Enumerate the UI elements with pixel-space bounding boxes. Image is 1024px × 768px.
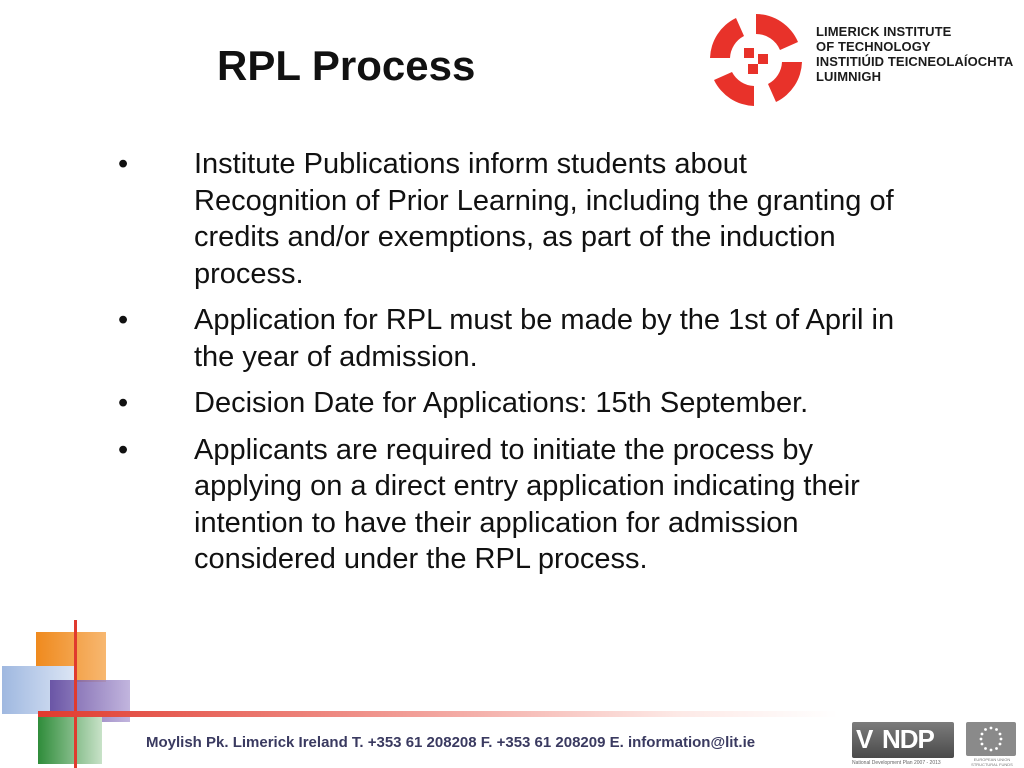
bullet-item (118, 385, 908, 422)
eu-flag-logo (966, 722, 1016, 756)
logo-wordmark (816, 24, 1013, 84)
bullet-text: Application for RPL must be made by the 1st of April in the year of admission. (194, 304, 895, 373)
lit-logo-icon (706, 10, 806, 110)
bullet-item (118, 302, 908, 375)
footer-divider (38, 711, 838, 717)
bullet-glyph: • (118, 387, 129, 419)
logo-line-2: OF TECHNOLOGY (816, 39, 931, 54)
logo-line-4: LUIMNIGH (816, 69, 882, 84)
bullet-text: Institute Publications inform students about Recognition of Prior Learning, including the granting of credits and/or exemptions, as part of the induction process. (194, 148, 894, 290)
ndp-caption: National Development Plan 2007 - 2013 (852, 760, 941, 766)
slide-title: RPL Process (217, 42, 476, 89)
footer-contact: Moylish Pk. Limerick Ireland T. +353 61 208208 F. +353 61 208209 E. information@lit.ie (146, 734, 756, 751)
logo-line-1: LIMERICK INSTITUTE (816, 24, 952, 39)
bullet-item (118, 432, 908, 578)
bullet-text: Decision Date for Applications: 15th September. (194, 387, 809, 419)
eu-caption: EUROPEAN UNION STRUCTURAL FUNDS (971, 757, 1013, 767)
bullet-glyph: • (118, 304, 129, 336)
ndp-label: NDP (882, 724, 934, 754)
bullet-list (118, 146, 908, 588)
eu-stars-icon (966, 722, 1016, 756)
bullet-text: Applicants are required to initiate the process by applying on a direct entry application indicating their intention to have their application for admission considered under the RPL process. (194, 433, 860, 575)
decorative-squares (0, 620, 140, 768)
logo-line-3: INSTITIÚID TEICNEOLAÍOCHTA (816, 54, 1014, 69)
bullet-glyph: • (118, 433, 129, 466)
ndp-logo (852, 722, 954, 758)
bullet-item (118, 146, 908, 292)
ndp-v-mark: V (856, 724, 874, 754)
institute-logo (706, 10, 1016, 110)
bullet-glyph: • (118, 148, 129, 180)
